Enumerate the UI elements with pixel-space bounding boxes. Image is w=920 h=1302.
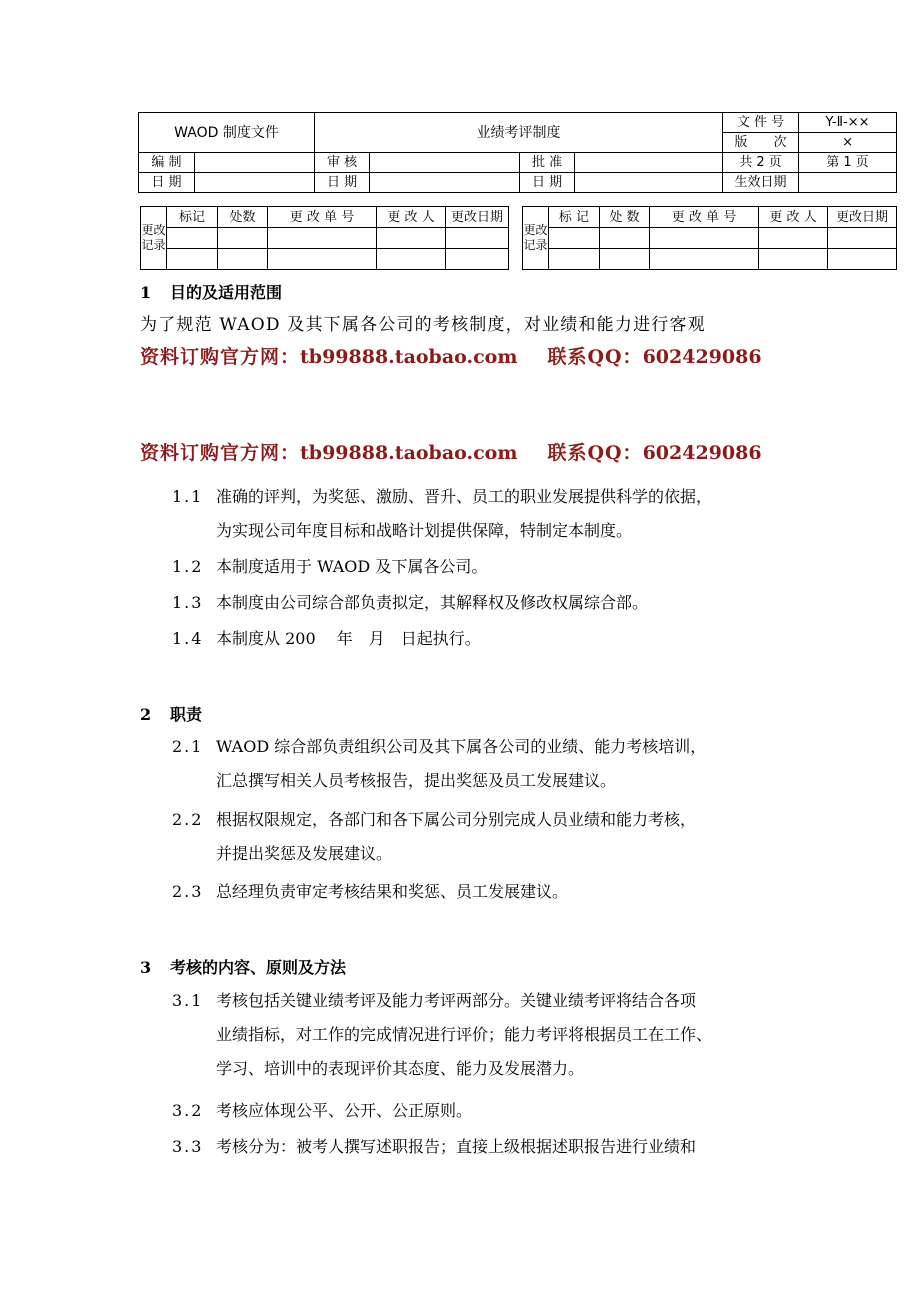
- col-mark: 标记: [167, 207, 218, 228]
- clause-2-2: 2.2 根据权限规定，各部门和各下属公司分别完成人员业绩和能力考核， 并提出奖惩及发展建议。: [172, 810, 697, 863]
- page-number: 第 1 页: [799, 153, 897, 173]
- table-row: [141, 228, 509, 249]
- col-count: 处数: [218, 207, 268, 228]
- clause-3-1: 3.1 考核包括关键业绩考评及能力考评两部分。关键业绩考评将结合各项 业绩指标，对工作的完成情况进行评价；能力考评将根据员工在工作、 学习、培训中的表现评价其态度、能力及发展潜力。: [172, 991, 713, 1078]
- watermark-banner: 资料订购官方网：tb99888.taobao.com 联系QQ：602429086: [140, 346, 762, 368]
- author-value: [195, 153, 315, 173]
- reviewer-date-label: 日 期: [315, 173, 370, 193]
- col-changer: 更 改 人: [759, 207, 828, 228]
- approver-date-value: [575, 173, 723, 193]
- approver-label: 批 准: [520, 153, 575, 173]
- clause-1-2: 1.2 本制度适用于 WAOD 及下属各公司。: [172, 557, 488, 576]
- file-no-value: Y-Ⅱ-××: [799, 113, 897, 133]
- change-record-side-label: 更改记录: [523, 207, 549, 270]
- version-value: ×: [799, 133, 897, 153]
- file-no-label: 文 件 号: [723, 113, 799, 133]
- table-row: [523, 228, 897, 249]
- table-row: [141, 249, 509, 270]
- approver-value: [575, 153, 723, 173]
- section-1-heading: 1 目的及适用范围: [140, 283, 283, 302]
- clause-2-1: 2.1 WAOD 综合部负责组织公司及其下属各公司的业绩、能力考核培训， 汇总撰写相关人员考核报告，提出奖惩及员工发展建议。: [172, 737, 707, 790]
- col-change-no: 更 改 单 号: [268, 207, 377, 228]
- col-mark: 标 记: [549, 207, 600, 228]
- author-label: 编 制: [139, 153, 195, 173]
- clause-3-2: 3.2 考核应体现公平、公开、公正原则。: [172, 1101, 473, 1120]
- total-pages: 共 2 页: [723, 153, 799, 173]
- reviewer-label: 审 核: [315, 153, 370, 173]
- reviewer-date-value: [370, 173, 520, 193]
- col-change-date: 更改日期: [446, 207, 509, 228]
- effective-date-label: 生效日期: [723, 173, 799, 193]
- document-header-table: [138, 112, 897, 193]
- author-date-value: [195, 173, 315, 193]
- doc-title: 业绩考评制度: [315, 113, 723, 153]
- col-changer: 更 改 人: [377, 207, 446, 228]
- author-date-label: 日 期: [139, 173, 195, 193]
- clause-1-4: 1.4 本制度从 200 年 月 日起执行。: [172, 629, 481, 648]
- watermark-banner: 资料订购官方网：tb99888.taobao.com 联系QQ：602429086: [140, 442, 762, 464]
- approver-date-label: 日 期: [520, 173, 575, 193]
- col-change-no: 更 改 单 号: [650, 207, 759, 228]
- version-label: 版 次: [723, 133, 799, 153]
- section-1-intro: 为了规范 WAOD 及其下属各公司的考核制度，对业绩和能力进行客观: [140, 315, 706, 335]
- section-2-heading: 2 职责: [140, 705, 203, 724]
- reviewer-value: [370, 153, 520, 173]
- clause-2-3: 2.3 总经理负责审定考核结果和奖惩、员工发展建议。: [172, 882, 569, 901]
- section-3-heading: 3 考核的内容、原则及方法: [140, 958, 347, 977]
- change-record-table-left: [140, 206, 509, 270]
- org-doc-label: WAOD 制度文件: [139, 113, 315, 153]
- clause-3-3: 3.3 考核分为：被考人撰写述职报告；直接上级根据述职报告进行业绩和: [172, 1137, 697, 1156]
- change-record-side-label: 更改记录: [141, 207, 167, 270]
- table-row: [523, 249, 897, 270]
- change-record-table-right: [522, 206, 897, 270]
- effective-date-value: [799, 173, 897, 193]
- col-change-date: 更改日期: [828, 207, 897, 228]
- clause-1-1: 1.1 准确的评判，为奖惩、激励、晋升、员工的职业发展提供科学的依据， 为实现公司年度目标和战略计划提供保障，特制定本制度。: [172, 487, 713, 540]
- col-count: 处 数: [600, 207, 650, 228]
- clause-1-3: 1.3 本制度由公司综合部负责拟定，其解释权及修改权属综合部。: [172, 593, 649, 612]
